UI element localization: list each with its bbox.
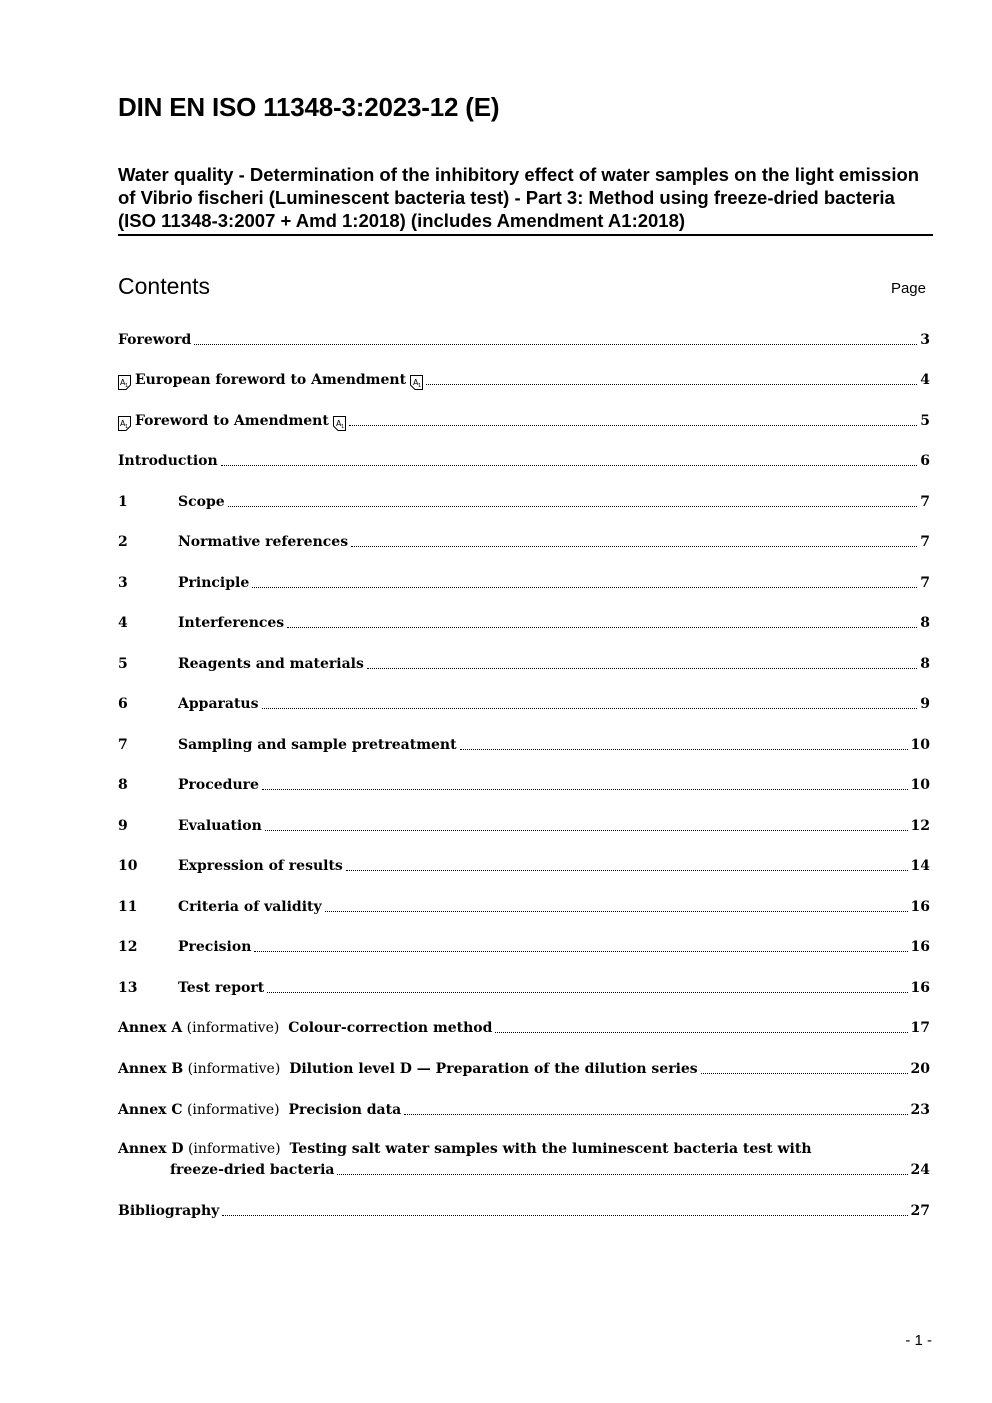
- svg-text:A: A: [120, 419, 126, 428]
- amendment-end-marker-icon: [410, 375, 423, 390]
- toc-entry-introduction[interactable]: [118, 447, 930, 471]
- toc-entry-page: 23: [910, 1102, 930, 1118]
- amendment-start-marker-icon: [118, 375, 131, 390]
- toc-entry-title-continued: freeze-dried bacteria: [170, 1162, 335, 1178]
- dot-leader: [404, 1114, 907, 1115]
- svg-text:1: 1: [418, 383, 422, 389]
- toc-entry-title: Evaluation: [178, 818, 262, 834]
- toc-entry-normative-references[interactable]: [118, 528, 930, 552]
- toc-entry-number: 4: [118, 615, 128, 631]
- toc-entry-precision[interactable]: [118, 933, 930, 957]
- dot-leader: [325, 911, 908, 912]
- toc-entry-title: Scope: [178, 494, 225, 510]
- toc-entry-title: Criteria of validity: [178, 899, 322, 915]
- toc-entry-annex-b[interactable]: [118, 1055, 930, 1079]
- annex-qualifier: (informative): [186, 1020, 280, 1036]
- toc-entry-title: Dilution level D — Preparation of the dilution series: [289, 1061, 698, 1077]
- toc-entry-annex-c[interactable]: [118, 1096, 930, 1120]
- toc-entry-title: Foreword to Amendment: [135, 413, 329, 429]
- annex-label: Annex B: [118, 1061, 184, 1077]
- toc-entry-page: 27: [910, 1203, 930, 1219]
- svg-text:1: 1: [340, 424, 345, 430]
- annex-d-text-block: [118, 1139, 930, 1180]
- toc-entry-number: 2: [118, 534, 128, 550]
- dot-leader: [254, 951, 907, 952]
- dot-leader: [262, 789, 908, 790]
- toc-entry-title: Colour-correction method: [288, 1020, 493, 1036]
- annex-d-line-2: [118, 1160, 930, 1180]
- toc-entry-number: 8: [118, 777, 128, 793]
- toc-entry-number: 6: [118, 696, 128, 712]
- dot-leader: [337, 1174, 907, 1175]
- toc-entry-page: 3: [920, 332, 930, 348]
- toc-entry-scope[interactable]: [118, 488, 930, 512]
- dot-leader: [252, 587, 917, 588]
- toc-entry-sampling[interactable]: [118, 731, 930, 755]
- toc-entry-page: 4: [920, 372, 930, 388]
- toc-entry-title: Normative references: [178, 534, 349, 550]
- annex-qualifier: (informative): [187, 1061, 281, 1077]
- toc-entry-page: 9: [920, 696, 930, 712]
- toc-entry-title: Expression of results: [178, 858, 343, 874]
- contents-heading: Contents: [118, 273, 211, 299]
- toc-entry-number: 11: [118, 899, 138, 915]
- dot-leader: [265, 830, 908, 831]
- toc-entry-page: 8: [920, 615, 930, 631]
- toc-entry-european-foreword-amendment[interactable]: [118, 366, 930, 390]
- toc-entry-expression-of-results[interactable]: [118, 852, 930, 876]
- toc-entry-title: Bibliography: [118, 1203, 220, 1219]
- toc-entry-interferences[interactable]: [118, 609, 930, 633]
- dot-leader: [346, 870, 908, 871]
- toc-entry-title: Foreword: [118, 332, 192, 348]
- toc-entry-page: 20: [910, 1061, 930, 1077]
- toc-entry-page: 14: [910, 858, 930, 874]
- toc-entry-apparatus[interactable]: [118, 690, 930, 714]
- toc-entry-title: Sampling and sample pretreatment: [178, 737, 457, 753]
- toc-entry-page: 7: [920, 534, 930, 550]
- toc-entry-number: 1: [118, 494, 128, 510]
- toc-entry-principle[interactable]: [118, 569, 930, 593]
- document-subtitle: Water quality - Determination of the inhibitory effect of water samples on the light emission of Vibrio fischeri (Luminescent bacteria test) - Part 3: Method using freeze-dried bacteria (ISO 11348-3:2007 + Amd 1:2018) (includes Amendment A1:2018): [118, 163, 933, 236]
- toc-entry-number: 3: [118, 575, 128, 591]
- toc-entry-page: 24: [910, 1162, 930, 1178]
- toc-entry-annex-d[interactable]: [118, 1136, 930, 1180]
- svg-text:A: A: [335, 419, 342, 428]
- toc-entry-title: Interferences: [178, 615, 285, 631]
- toc-entry-number: 12: [118, 939, 138, 955]
- toc-entry-page: 17: [910, 1020, 930, 1036]
- svg-text:1: 1: [125, 383, 129, 389]
- toc-entry-test-report[interactable]: [118, 974, 930, 998]
- svg-text:1: 1: [125, 424, 129, 430]
- dot-leader: [267, 992, 907, 993]
- dot-leader: [460, 749, 908, 750]
- toc-entry-page: 8: [920, 656, 930, 672]
- annex-label: Annex A: [118, 1020, 183, 1036]
- amendment-start-marker-icon: [118, 416, 131, 431]
- page-number: - 1 -: [905, 1332, 932, 1349]
- toc-entry-page: 16: [910, 939, 930, 955]
- dot-leader: [701, 1073, 908, 1074]
- toc-entry-title: Introduction: [118, 453, 218, 469]
- svg-text:A: A: [413, 378, 419, 387]
- annex-label: Annex D: [118, 1141, 184, 1157]
- toc-entry-number: 5: [118, 656, 128, 672]
- annex-qualifier: (informative): [186, 1102, 280, 1118]
- toc-entry-number: 13: [118, 980, 138, 996]
- dot-leader: [262, 708, 918, 709]
- toc-entry-page: 7: [920, 494, 930, 510]
- toc-entry-page: 5: [920, 413, 930, 429]
- amendment-end-marker-icon: [333, 416, 346, 431]
- toc-entry-evaluation[interactable]: [118, 812, 930, 836]
- dot-leader: [495, 1032, 907, 1033]
- toc-entry-page: 16: [910, 899, 930, 915]
- dot-leader: [287, 627, 917, 628]
- toc-entry-page: 12: [910, 818, 930, 834]
- document-title: DIN EN ISO 11348-3:2023-12 (E): [118, 92, 500, 122]
- toc-entry-procedure[interactable]: [118, 771, 930, 795]
- toc-entry-title: Reagents and materials: [178, 656, 364, 672]
- toc-entry-title: Precision: [178, 939, 252, 955]
- toc-entry-title: Principle: [178, 575, 250, 591]
- toc-entry-title: Precision data: [288, 1102, 402, 1118]
- dot-leader: [426, 384, 917, 385]
- toc-entry-title: European foreword to Amendment: [135, 372, 407, 388]
- toc-entry-number: 9: [118, 818, 128, 834]
- dot-leader: [221, 465, 918, 466]
- dot-leader: [349, 425, 917, 426]
- toc-entry-foreword-amendment[interactable]: [118, 407, 930, 431]
- toc-entry-bibliography[interactable]: [118, 1197, 930, 1221]
- toc-entry-page: 10: [910, 737, 930, 753]
- dot-leader: [367, 668, 917, 669]
- toc-entry-page: 7: [920, 575, 930, 591]
- toc-entry-foreword[interactable]: [118, 326, 930, 350]
- toc-entry-page: 16: [910, 980, 930, 996]
- toc-entry-number: 10: [118, 858, 138, 874]
- toc-entry-page: 6: [920, 453, 930, 469]
- page-column-label: Page: [890, 280, 926, 297]
- dot-leader: [351, 546, 917, 547]
- dot-leader: [194, 344, 917, 345]
- toc-entry-title: Test report: [178, 980, 265, 996]
- annex-d-line-1: [118, 1139, 930, 1160]
- svg-text:A: A: [120, 378, 126, 387]
- toc-entry-criteria-of-validity[interactable]: [118, 893, 930, 917]
- annex-label: Annex C: [118, 1102, 183, 1118]
- toc-entry-number: 7: [118, 737, 128, 753]
- dot-leader: [228, 506, 918, 507]
- toc-entry-title: Testing salt water samples with the luminescent bacteria test with: [289, 1141, 812, 1157]
- annex-qualifier: (informative): [187, 1141, 281, 1157]
- toc-entry-annex-a[interactable]: [118, 1014, 930, 1038]
- toc-entry-title: Apparatus: [178, 696, 259, 712]
- dot-leader: [222, 1215, 907, 1216]
- toc-entry-page: 10: [910, 777, 930, 793]
- toc-entry-reagents-materials[interactable]: [118, 650, 930, 674]
- toc-entry-title: Procedure: [178, 777, 259, 793]
